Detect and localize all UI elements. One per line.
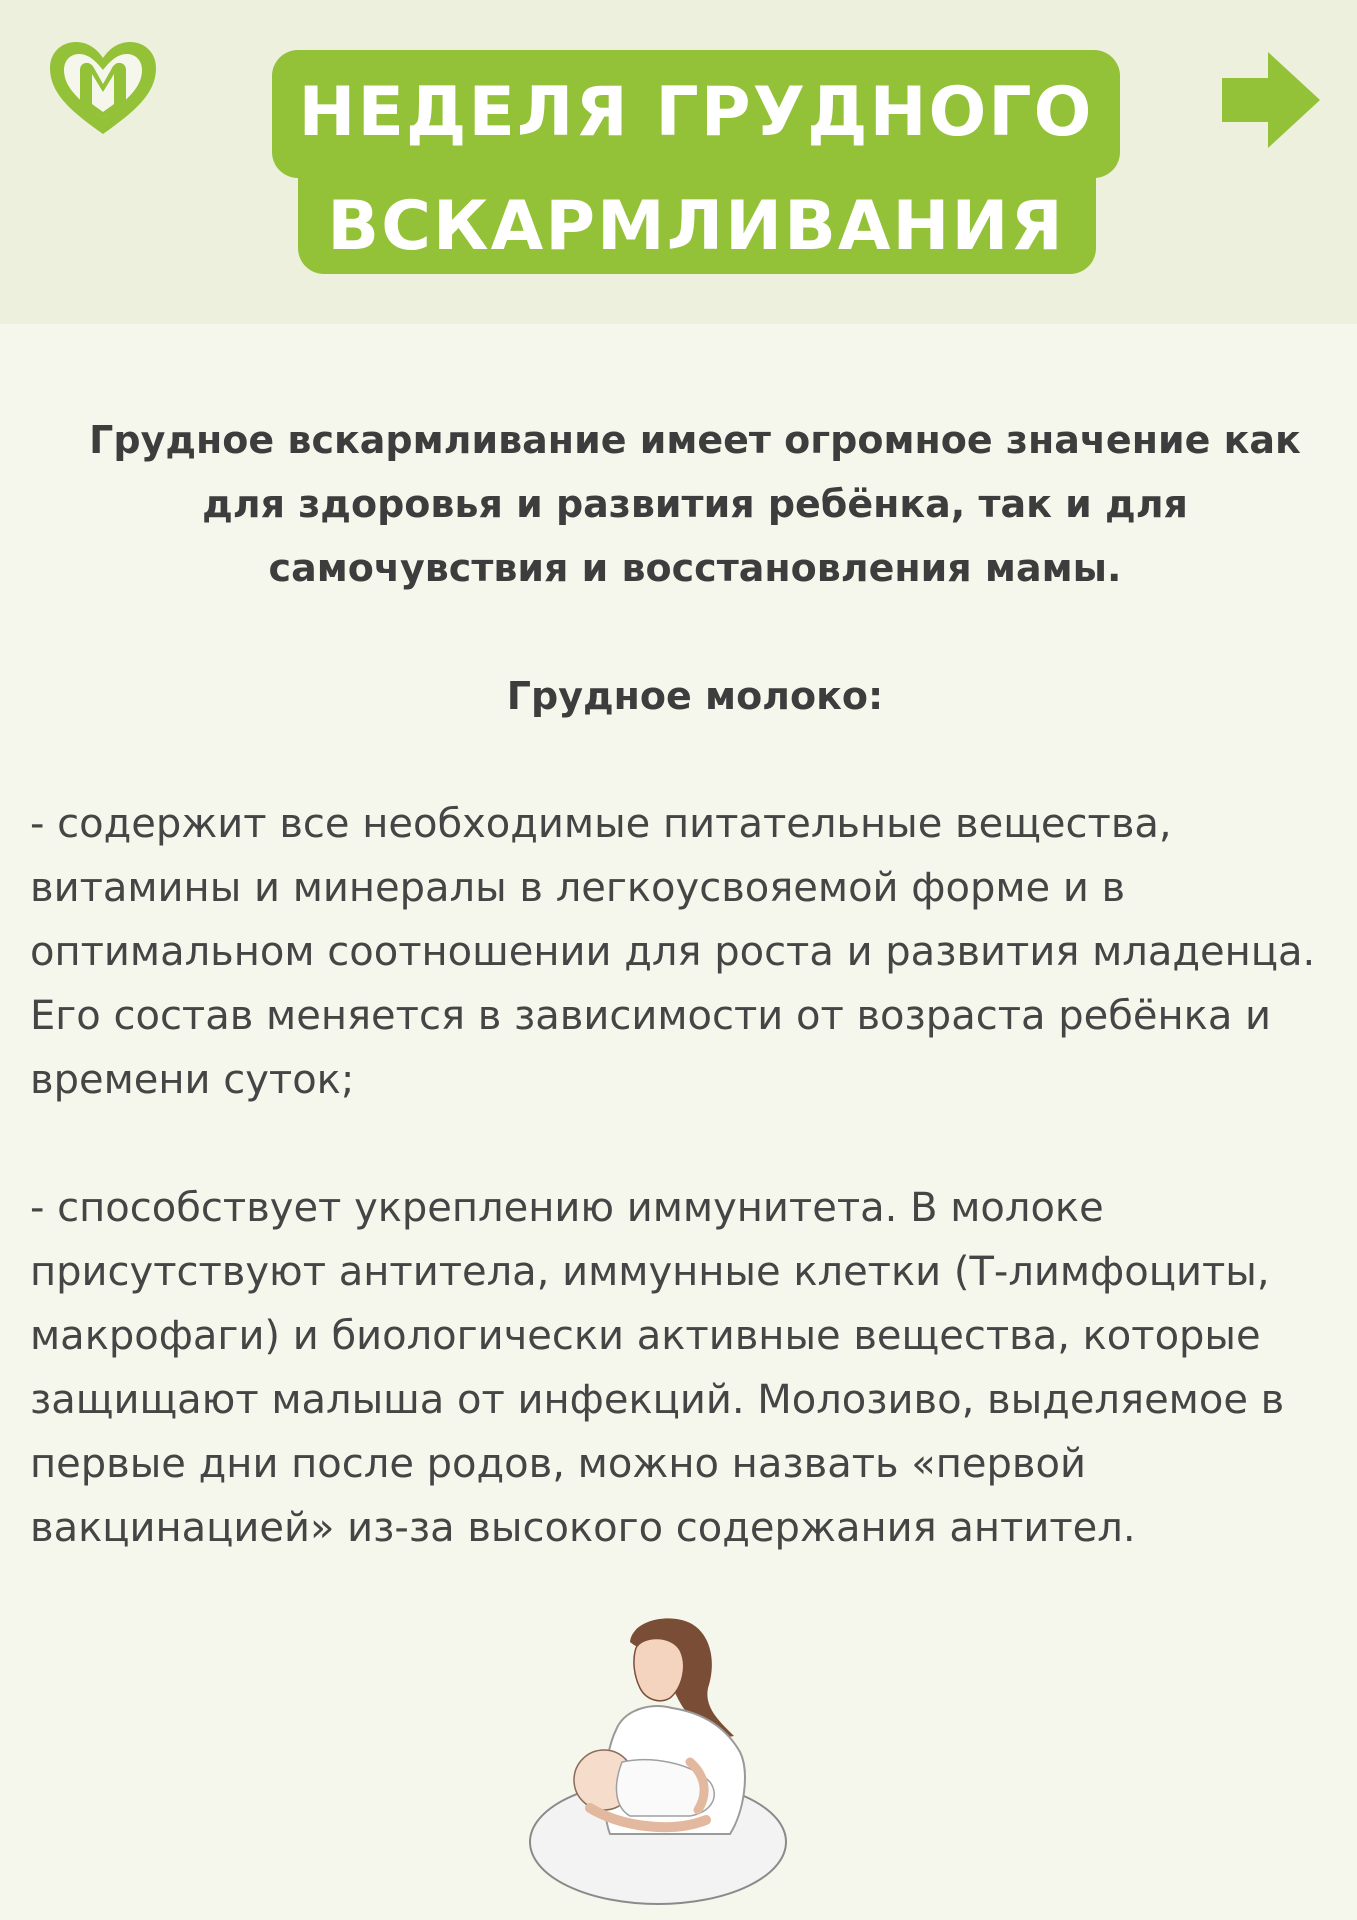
paragraph-2: - способствует укреплению иммунитета. В молоке присутствуют антитела, иммунные клетки (Т-лимфоциты, макрофаги) и биологически активные вещества, которые защищают малыша от инфекций. Молозиво, выделяемое в первые дни после родов, можно назвать «первой вакцинацией» из-за высокого содержания антител.: [30, 1185, 1285, 1551]
breastfeeding-mother-illustration: [520, 1612, 810, 1912]
arrow-right-icon[interactable]: [1218, 48, 1324, 152]
intro-text: Грудное вскармливание имеет огромное значение как для здоровья и развития ребёнка, так и для самочувствия и восстановления мамы.: [89, 418, 1301, 590]
title-line-1: НЕДЕЛЯ ГРУДНОГО: [298, 73, 1094, 152]
heart-m-logo-icon: [44, 38, 162, 138]
header: [0, 0, 1357, 324]
subheading: Грудное молоко:: [506, 674, 884, 718]
title-line-2: ВСКАРМЛИВАНИЯ: [327, 187, 1065, 266]
paragraph-1: - содержит все необходимые питательные вещества, витамины и минералы в легкоусвояемой форме и в оптимальном соотношении для роста и развития младенца. Его состав меняется в зависимости от возраста ребёнка и времени суток;: [30, 801, 1316, 1103]
title-banner: [272, 50, 1120, 274]
main-content: [30, 408, 1330, 1560]
